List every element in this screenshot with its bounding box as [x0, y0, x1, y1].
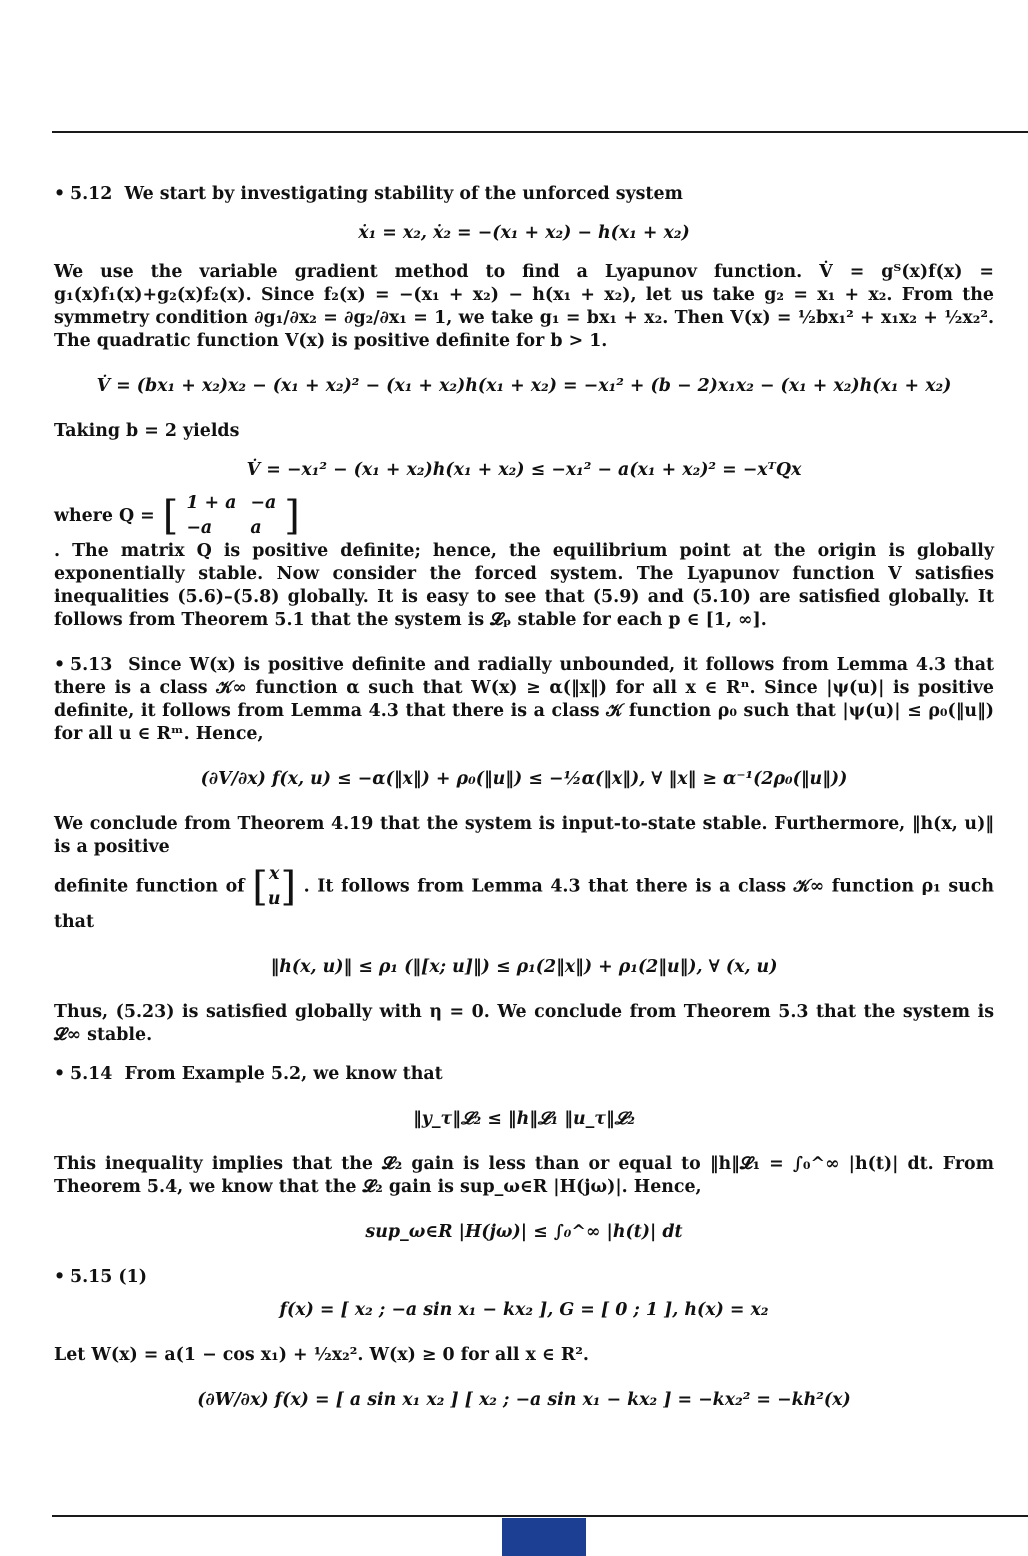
equation: f(x) = [ x₂ ; −a sin x₁ − kx₂ ], G = [ 0 ; 1 ], h(x) = x₂	[279, 1300, 769, 1320]
equation: ẋ₁ = x₂, ẋ₂ = −(x₁ + x₂) − h(x₁ + x₂)	[358, 223, 690, 243]
paragraph: This inequality implies that the 𝓛₂ gain is less than or equal to ‖h‖𝓛₁ = ∫₀^∞ |h(t)| dt. From Theorem 5.4, we know that the 𝓛₂ gain is sup_ω∈R |H(jω)|. Hence,	[54, 1154, 994, 1197]
paragraph: . The matrix Q is positive definite; hence, the equilibrium point at the origin is globally exponentially stable. Now consider the forced system. The Lyapunov function V satisfies inequalities (5.6)–(5.8) globally. It is easy to see that (5.9) and (5.10) are satisfied globally. It follows from Theorem 5.1 that the system is 𝓛ₚ stable for each p ∈ [1, ∞].	[54, 541, 994, 630]
paragraph-text: definite function of	[54, 876, 245, 897]
equation: V̇ = (bx₁ + x₂)x₂ − (x₁ + x₂)² − (x₁ + x₂)h(x₁ + x₂) = −x₁² + (b − 2)x₁x₂ − (x₁ + x₂)h(x₁ + x₂)	[96, 376, 952, 396]
q-matrix-line	[54, 492, 994, 540]
right-bracket: ]	[280, 864, 297, 910]
page-number-tab	[502, 1518, 586, 1556]
paragraph: Thus, (5.23) is satisfied globally with η = 0. We conclude from Theorem 5.3 that the system is 𝓛∞ stable.	[54, 1002, 994, 1045]
intro-text: We start by investigating stability of the unforced system	[124, 184, 683, 204]
section-5-12-intro	[54, 183, 994, 206]
equation: V̇ = −x₁² − (x₁ + x₂)h(x₁ + x₂) ≤ −x₁² − a(x₁ + x₂)² = −xᵀQx	[246, 460, 802, 480]
paragraph-with-vector	[54, 863, 994, 934]
matrix-cell: 1 + a	[186, 493, 237, 513]
xu-vector	[252, 863, 296, 911]
equation: ‖h(x, u)‖ ≤ ρ₁ (‖[x; u]‖) ≤ ρ₁(2‖x‖) + ρ₁(2‖u‖), ∀ (x, u)	[270, 957, 778, 977]
section-label: 5.13	[70, 655, 113, 675]
bullet: •	[54, 1267, 66, 1287]
vector-entries	[268, 863, 281, 911]
q-matrix	[186, 492, 276, 540]
left-bracket: [	[162, 493, 179, 539]
section-5-13-para	[54, 654, 994, 746]
section-5-15-label	[54, 1266, 994, 1289]
section-label: 5.14	[70, 1064, 113, 1084]
section-label: 5.12	[70, 184, 113, 204]
matrix-cell: −a	[186, 518, 213, 538]
matrix-cell: a	[250, 518, 262, 538]
paragraph: We use the variable gradient method to find a Lyapunov function. V̇ = gᵀ(x)f(x) = g₁(x)f₁(x)+g₂(x)f₂(x). Since f₂(x) = −(x₁ + x₂) − h(x₁ + x₂), let us take g₂ = x₁ + x₂. From the symmetry condition ∂g₁/∂x₂ = ∂g₂/∂x₁ = 1, we take g₁ = bx₁ + x₂. Then V(x) = ½bx₁² + x₁x₂ + ½x₂². The quadratic function V(x) is positive definite for b > 1.	[54, 262, 994, 351]
header-rule	[52, 131, 1028, 133]
equation: (∂W/∂x) f(x) = [ a sin x₁ x₂ ] [ x₂ ; −a sin x₁ − kx₂ ] = −kx₂² = −kh²(x)	[197, 1390, 851, 1410]
bullet: •	[54, 1064, 66, 1084]
paragraph-text: Since W(x) is positive definite and radially unbounded, it follows from Lemma 4.3 that there is a class 𝒦∞ function α such that W(x) ≥ α(‖x‖) for all x ∈ Rⁿ. Since |ψ(u)| is positive definite, it follows from Lemma 4.3 that there is a class 𝒦 function ρ₀ such that |ψ(u)| ≤ ρ₀(‖u‖) for all u ∈ Rᵐ. Hence,	[54, 655, 995, 744]
matrix-cell: −a	[250, 493, 277, 513]
where-prefix: where Q =	[54, 505, 155, 526]
paragraph: Taking b = 2 yields	[54, 421, 240, 441]
bullet: •	[54, 655, 66, 675]
right-bracket: ]	[284, 493, 300, 539]
equation: (∂V/∂x) f(x, u) ≤ −α(‖x‖) + ρ₀(‖u‖) ≤ −½α(‖x‖), ∀ ‖x‖ ≥ α⁻¹(2ρ₀(‖u‖))	[200, 769, 848, 789]
equation: ‖y_τ‖𝓛₂ ≤ ‖h‖𝓛₁ ‖u_τ‖𝓛₂	[413, 1109, 635, 1129]
paragraph-text: . It follows from Lemma 4.3 that there is a class 𝒦∞ function ρ₁ such that	[54, 876, 994, 932]
equation: sup_ω∈R |H(jω)| ≤ ∫₀^∞ |h(t)| dt	[365, 1222, 683, 1242]
left-bracket: [	[252, 864, 268, 910]
document-body	[54, 183, 994, 1412]
paragraph: We conclude from Theorem 4.19 that the system is input-to-state stable. Furthermore, ‖h(x, u)‖ is a positive	[54, 814, 994, 857]
section-5-14-para	[54, 1063, 994, 1086]
paragraph: Let W(x) = a(1 − cos x₁) + ½x₂². W(x) ≥ 0 for all x ∈ R².	[54, 1345, 589, 1365]
paragraph-text: From Example 5.2, we know that	[124, 1064, 443, 1084]
bullet: •	[54, 184, 66, 204]
vector-cell: u	[267, 889, 281, 909]
section-label: 5.15 (1)	[70, 1267, 147, 1287]
vector-cell: x	[268, 864, 280, 884]
footer-rule	[52, 1515, 1028, 1517]
